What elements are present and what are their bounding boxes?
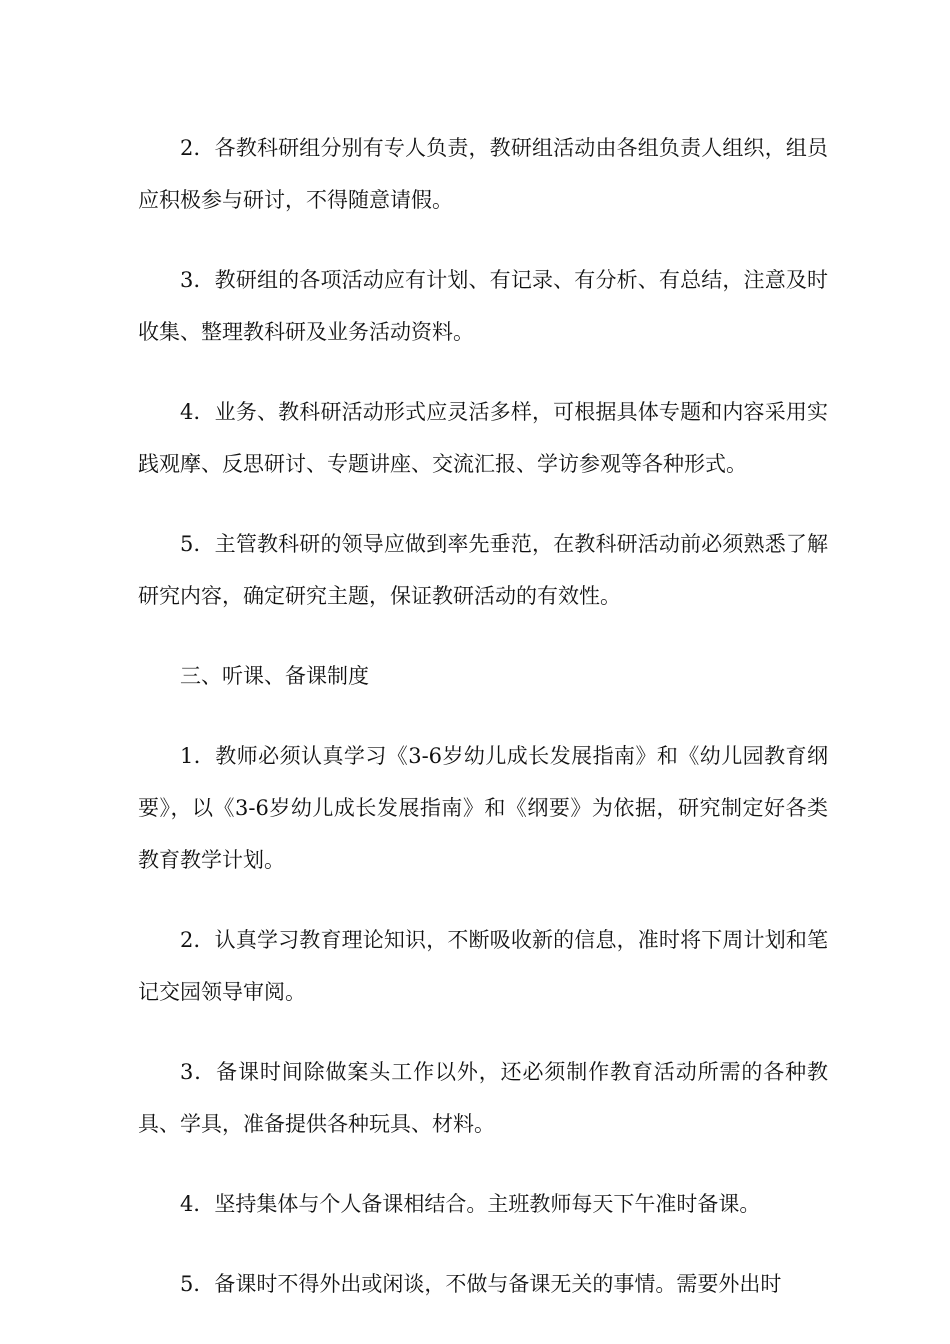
paragraph-leadership-role: 5．主管教科研的领导应做到率先垂范，在教科研活动前必须熟悉了解研究内容，确定研究主题，保证教研活动的有效性。	[138, 532, 828, 608]
paragraph-preparation-discipline: 5．备课时不得外出或闲谈，不做与备课无关的事情。需要外出时	[180, 1272, 782, 1296]
paragraph-collective-preparation: 4．坚持集体与个人备课相结合。主班教师每天下午准时备课。	[180, 1192, 761, 1216]
document-body	[138, 122, 828, 1338]
paragraph-research-group-responsibility: 2．各教科研组分别有专人负责，教研组活动由各组负责人组织，组员应积极参与研讨，不得随意请假。	[138, 136, 828, 212]
paragraph-teaching-aids: 3．备课时间除做案头工作以外，还必须制作教育活动所需的各种教具、学具，准备提供各种玩具、材料。	[138, 1060, 828, 1136]
section-heading-lesson-preparation: 三、听课、备课制度	[180, 664, 369, 688]
paragraph-activity-forms: 4．业务、教科研活动形式应灵活多样，可根据具体专题和内容采用实践观摩、反思研讨、专题讲座、交流汇报、学访参观等各种形式。	[138, 400, 828, 476]
paragraph-theory-study: 2．认真学习教育理论知识，不断吸收新的信息，准时将下周计划和笔记交园领导审阅。	[138, 928, 828, 1004]
paragraph-activity-records: 3．教研组的各项活动应有计划、有记录、有分析、有总结，注意及时收集、整理教科研及业务活动资料。	[138, 268, 828, 344]
paragraph-study-guidelines: 1．教师必须认真学习《3-6岁幼儿成长发展指南》和《幼儿园教育纲要》，以《3-6岁幼儿成长发展指南》和《纲要》为依据，研究制定好各类教育教学计划。	[138, 744, 828, 872]
